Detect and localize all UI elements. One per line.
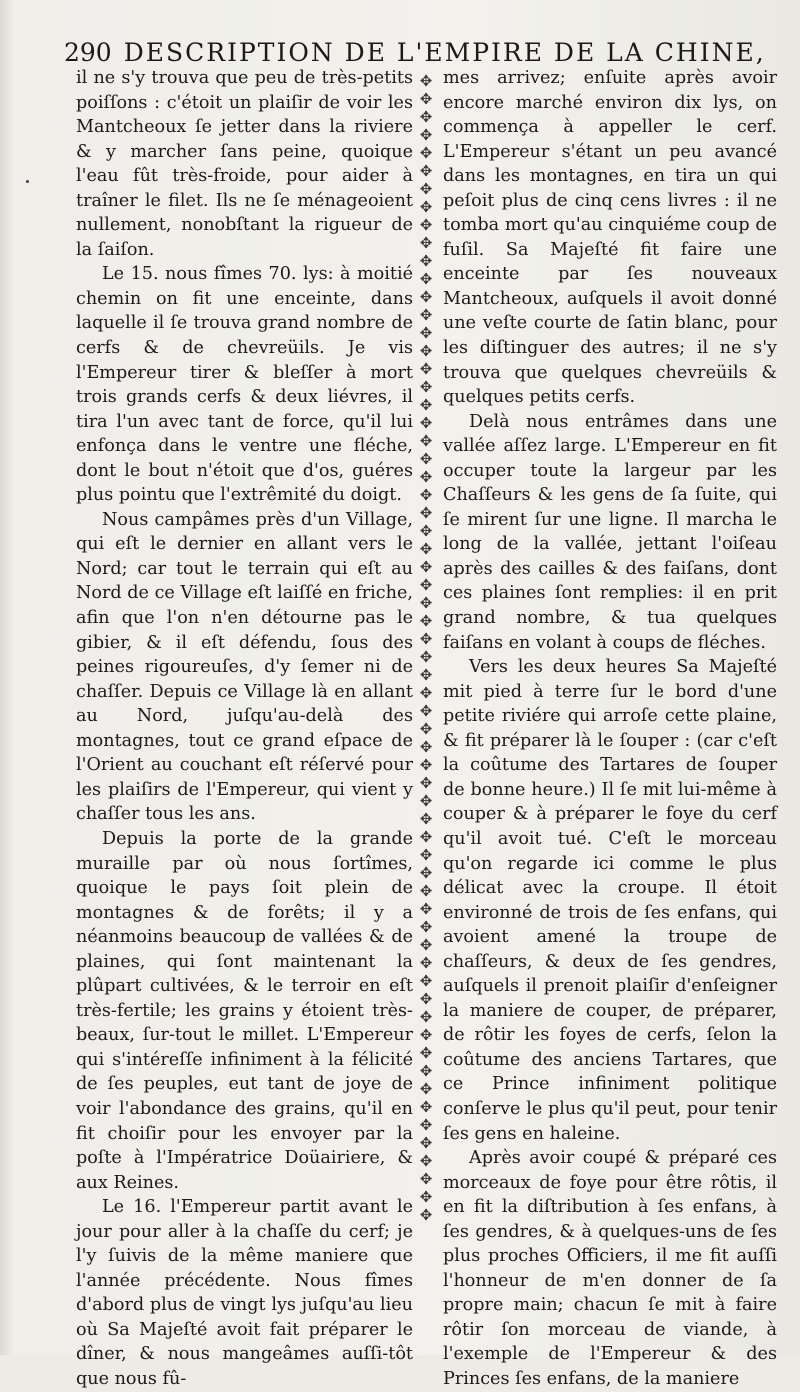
paragraph: Le 15. nous fîmes 70. lys: à moitié chemin on fit une enceinte, dans laquelle il ſe trouva grand nombre de cerfs & de chevreüils. Je vis l'Empereur tirer & bleſſer à mort trois grands cerfs & deux liévres, il tira l'un avec tant de force, qu'il lui enfonça dans le ventre une fléche, dont le bout n'étoit que d'os, guéres plus pointu que l'extrêmité du doigt. <box>76 264 413 506</box>
paragraph: Après avoir coupé & préparé ces morceaux de foye pour être rôtis, il en fit la diſtribution à ſes enfans, à ſes gendres, & à quelques-uns de ſes plus proches Officiers, il me fit auſſi l'honneur de m'en donner de ſa propre main; chacun ſe mit à faire rôtir ſon morceau de viande, à l'exemple de l'Empereur & des Princes ſes enfans, de la maniere <box>443 1148 777 1389</box>
ink-speck <box>26 180 29 183</box>
page-number: 290 <box>64 38 112 67</box>
paragraph: Vers les deux heures Sa Majeſté mit pied à terre ſur le bord d'une petite riviére qui arroſe cette plaine, & fit préparer là le ſouper : (car c'eſt la coûtume des Tartares de ſouper de bonne heure.) Il ſe mit lui-même à couper & à préparer le foye du cerf qu'il avoit tué. C'eſt le morceau qu'on regarde ici comme le plus délicat avec la croupe. Il étoit environné de trois de ſes enfans, qui avoient amené la troupe de chaſſeurs, & deux de ſes gendres, auſquels il prenoit plaiſir d'enſeigner la maniere de couper, de préparer, de rôtir les foyes de cerfs, ſelon la coûtume des anciens Tartares, que ce Prince infiniment politique conſerve le plus qu'il peut, pour tenir ſes gens en haleine. <box>443 657 777 1144</box>
paragraph: il ne s'y trouva que peu de très-petits poiſſons : c'étoit un plaiſir de voir les Mantcheoux ſe jetter dans la riviere & y marcher ſans peine, quoique l'eau fût très-froide, pour aider à traîner le filet. Ils ne ſe ménageoient nullement, nonobſtant la rigueur de la ſaiſon. <box>76 68 413 260</box>
paragraph: Delà nous entrâmes dans une vallée aſſez large. L'Empereur en fit occuper toute la largeur par les Chaſſeurs & les gens de ſa ſuite, qui ſe mirent ſur une ligne. Il marcha le long de la vallée, jettant l'oiſeau après des cailles & des faiſans, dont ces plaines ſont remplies: il en prit grand nombre, & tua quelques faiſans en volant à coups de fléches. <box>443 411 777 653</box>
left-column <box>76 66 413 1392</box>
ornamental-column-divider: ✥✥✥✥✥✥✥✥✥✥✥✥✥✥✥✥✥✥✥✥✥✥✥✥✥✥✥✥✥✥✥✥✥✥✥✥✥✥✥✥✥✥✥✥✥✥✥✥✥✥✥✥✥✥✥✥✥✥✥✥✥✥✥✥ <box>419 72 433 1222</box>
paragraph: mes arrivez; enſuite après avoir encore marché environ dix lys, on commença à appeller le cerf. L'Empereur s'étant un peu avancé dans les montagnes, en tira un qui peſoit plus de cinq cens livres : il ne tomba mort qu'au cinquiéme coup de fuſil. Sa Majeſté fit faire une enceinte par ſes nouveaux Mantcheoux, auſquels il avoit donné une veſte courte de ſatin blanc, pour les diſtinguer des autres; il ne s'y trouva que quelques chevreüils & quelques petits cerfs. <box>443 68 777 408</box>
paragraph: Nous campâmes près d'un Village, qui eſt le dernier en allant vers le Nord; car tout le terrain qui eſt au Nord de ce Village eſt laiſſé en friche, afin que l'on n'en détourne pas le gibier, & il eſt défendu, ſous des peines rigoureuſes, d'y ſemer ni de chaſſer. Depuis ce Village là en allant au Nord, juſqu'au-delà des montagnes, tout ce grand eſpace de l'Orient au couchant eſt réſervé pour les plaiſirs de l'Empereur, qui vient y chaſſer tous les ans. <box>76 509 413 825</box>
paragraph: Le 16. l'Empereur partit avant le jour pour aller à la chaſſe du cerf; je l'y ſuivis de la même maniere que l'année précédente. Nous fîmes d'abord plus de vingt lys juſqu'au lieu où Sa Majeſté avoit fait préparer le dîner, & nous mangeâmes auſſi-tôt que nous fû- <box>76 1197 413 1389</box>
paragraph: Depuis la porte de la grande muraille par où nous ſortîmes, quoique le pays ſoit plein de montagnes & de forêts; il y a néanmoins beaucoup de vallées & de plaines, qui ſont maintenant la plûpart cultivées, & le terroir en eſt très-fertile; les grains y étoient très-beaux, ſur-tout le millet. L'Empereur qui s'intéreſſe infiniment à la félicité de ſes peuples, eut tant de joye de voir l'abondance des grains, qu'il en fit choiſir pour les envoyer par la poſte à l'Impératrice Doüairiere, & aux Reines. <box>76 828 413 1193</box>
running-title: DESCRIPTION DE L'EMPIRE DE LA CHINE, <box>123 38 766 67</box>
right-column <box>443 66 777 1392</box>
